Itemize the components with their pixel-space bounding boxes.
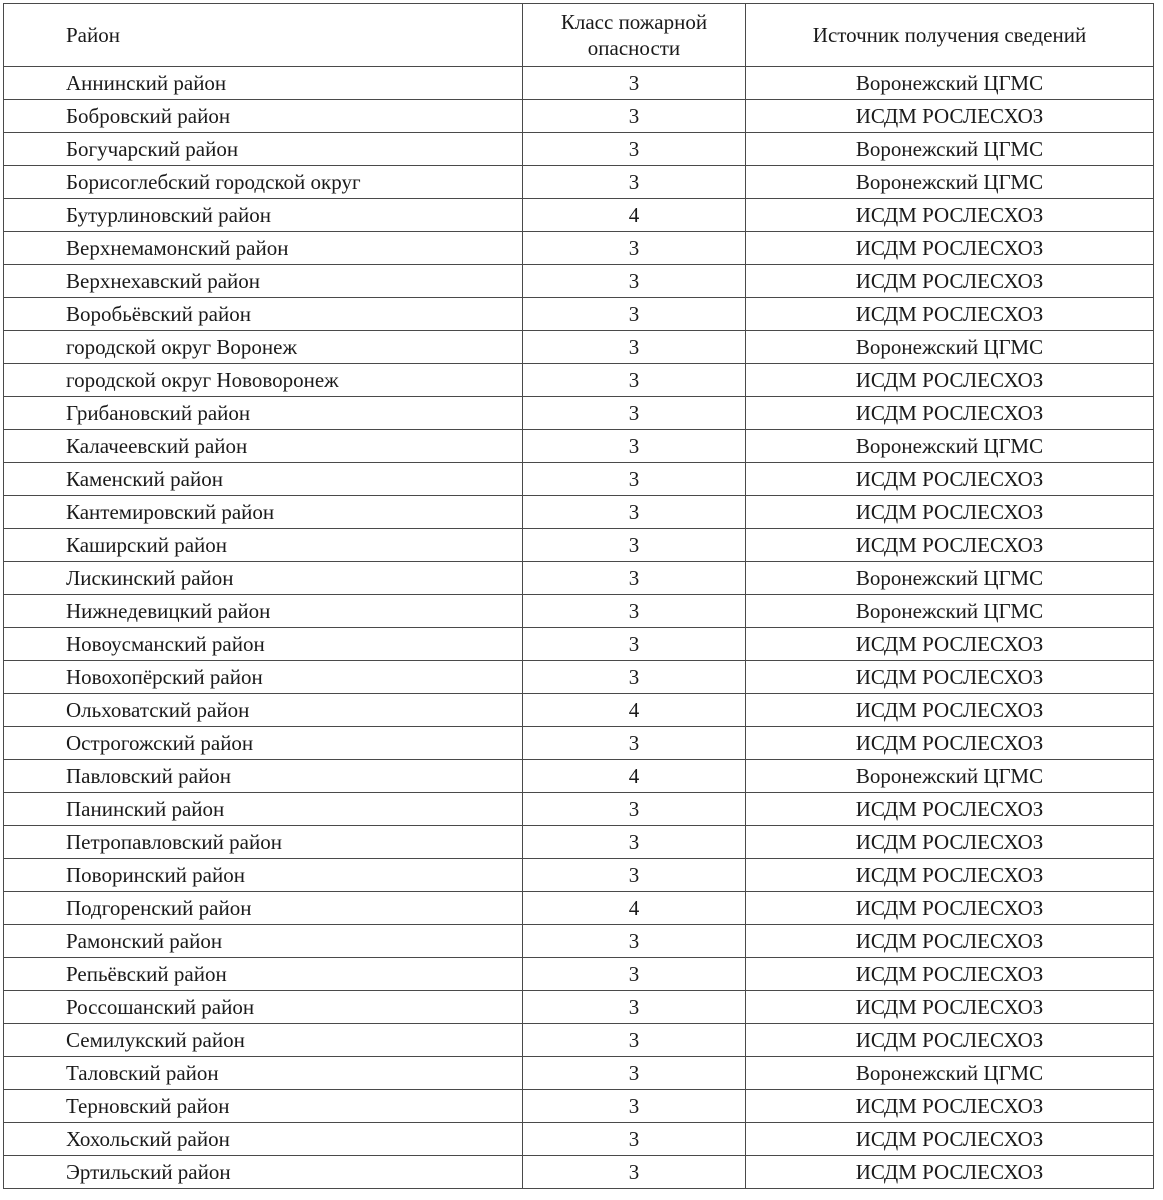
source-cell: ИСДМ РОСЛЕСХОЗ — [746, 694, 1154, 727]
table-row — [4, 232, 1154, 265]
table-row — [4, 496, 1154, 529]
source-cell: Воронежский ЦГМС — [746, 760, 1154, 793]
district-cell: Острогожский район — [4, 727, 523, 760]
fire-class-cell: 4 — [523, 199, 746, 232]
fire-class-cell: 3 — [523, 958, 746, 991]
table-row — [4, 1057, 1154, 1090]
table-row — [4, 991, 1154, 1024]
fire-class-cell: 3 — [523, 991, 746, 1024]
district-cell: Репьёвский район — [4, 958, 523, 991]
fire-class-cell: 3 — [523, 166, 746, 199]
table-row — [4, 298, 1154, 331]
district-cell: Воробьёвский район — [4, 298, 523, 331]
source-cell: Воронежский ЦГМС — [746, 331, 1154, 364]
fire-class-cell: 3 — [523, 562, 746, 595]
district-cell: Новохопёрский район — [4, 661, 523, 694]
district-cell: Верхнемамонский район — [4, 232, 523, 265]
source-cell: ИСДМ РОСЛЕСХОЗ — [746, 991, 1154, 1024]
district-cell: Каширский район — [4, 529, 523, 562]
table-row — [4, 760, 1154, 793]
table-row — [4, 826, 1154, 859]
source-cell: ИСДМ РОСЛЕСХОЗ — [746, 958, 1154, 991]
table-row — [4, 463, 1154, 496]
district-cell: Кантемировский район — [4, 496, 523, 529]
table-row — [4, 199, 1154, 232]
fire-class-cell: 3 — [523, 628, 746, 661]
district-cell: Поворинский район — [4, 859, 523, 892]
fire-class-cell: 3 — [523, 529, 746, 562]
fire-class-cell: 3 — [523, 496, 746, 529]
district-cell: Бутурлиновский район — [4, 199, 523, 232]
table-row — [4, 364, 1154, 397]
district-cell: Бобровский район — [4, 100, 523, 133]
source-cell: ИСДМ РОСЛЕСХОЗ — [746, 661, 1154, 694]
source-cell: ИСДМ РОСЛЕСХОЗ — [746, 892, 1154, 925]
fire-class-cell: 3 — [523, 430, 746, 463]
fire-class-cell: 4 — [523, 760, 746, 793]
district-cell: Каменский район — [4, 463, 523, 496]
table-row — [4, 529, 1154, 562]
table-row — [4, 1090, 1154, 1123]
table-row — [4, 166, 1154, 199]
source-cell: ИСДМ РОСЛЕСХОЗ — [746, 496, 1154, 529]
source-cell: ИСДМ РОСЛЕСХОЗ — [746, 463, 1154, 496]
table-row — [4, 1123, 1154, 1156]
column-header-source: Источник получения сведений — [746, 4, 1154, 67]
table-row — [4, 397, 1154, 430]
source-cell: Воронежский ЦГМС — [746, 133, 1154, 166]
district-cell: Борисоглебский городской округ — [4, 166, 523, 199]
district-cell: городской округ Нововоронеж — [4, 364, 523, 397]
district-cell: Рамонский район — [4, 925, 523, 958]
source-cell: ИСДМ РОСЛЕСХОЗ — [746, 397, 1154, 430]
table-row — [4, 925, 1154, 958]
district-cell: Хохольский район — [4, 1123, 523, 1156]
fire-class-cell: 3 — [523, 859, 746, 892]
table-row — [4, 331, 1154, 364]
table-row — [4, 1156, 1154, 1189]
district-cell: Верхнехавский район — [4, 265, 523, 298]
table-row — [4, 595, 1154, 628]
fire-class-cell: 3 — [523, 793, 746, 826]
source-cell: ИСДМ РОСЛЕСХОЗ — [746, 628, 1154, 661]
source-cell: ИСДМ РОСЛЕСХОЗ — [746, 727, 1154, 760]
source-cell: ИСДМ РОСЛЕСХОЗ — [746, 859, 1154, 892]
district-cell: Павловский район — [4, 760, 523, 793]
column-header-district: Район — [4, 4, 523, 67]
fire-class-cell: 3 — [523, 364, 746, 397]
fire-class-cell: 3 — [523, 232, 746, 265]
source-cell: Воронежский ЦГМС — [746, 1057, 1154, 1090]
fire-class-cell: 3 — [523, 1123, 746, 1156]
district-cell: Грибановский район — [4, 397, 523, 430]
table-row — [4, 628, 1154, 661]
fire-class-cell: 3 — [523, 397, 746, 430]
district-cell: Терновский район — [4, 1090, 523, 1123]
district-cell: Нижнедевицкий район — [4, 595, 523, 628]
table-header-row — [4, 4, 1154, 67]
fire-class-cell: 3 — [523, 100, 746, 133]
fire-class-cell: 3 — [523, 67, 746, 100]
district-cell: Петропавловский район — [4, 826, 523, 859]
fire-class-cell: 3 — [523, 265, 746, 298]
fire-class-cell: 3 — [523, 1156, 746, 1189]
source-cell: ИСДМ РОСЛЕСХОЗ — [746, 1156, 1154, 1189]
table-row — [4, 661, 1154, 694]
table-row — [4, 430, 1154, 463]
column-header-fire-class: Класс пожарной опасности — [523, 4, 746, 67]
district-cell: Ольховатский район — [4, 694, 523, 727]
table-row — [4, 265, 1154, 298]
table-row — [4, 793, 1154, 826]
table-row — [4, 694, 1154, 727]
fire-class-cell: 3 — [523, 1057, 746, 1090]
fire-class-cell: 3 — [523, 595, 746, 628]
district-cell: Богучарский район — [4, 133, 523, 166]
district-cell: Аннинский район — [4, 67, 523, 100]
fire-class-cell: 3 — [523, 133, 746, 166]
source-cell: ИСДМ РОСЛЕСХОЗ — [746, 793, 1154, 826]
table-row — [4, 859, 1154, 892]
fire-danger-table — [3, 3, 1154, 1189]
fire-class-cell: 4 — [523, 694, 746, 727]
table-row — [4, 958, 1154, 991]
table-row — [4, 1024, 1154, 1057]
source-cell: Воронежский ЦГМС — [746, 166, 1154, 199]
source-cell: Воронежский ЦГМС — [746, 67, 1154, 100]
fire-class-cell: 3 — [523, 1090, 746, 1123]
source-cell: ИСДМ РОСЛЕСХОЗ — [746, 232, 1154, 265]
table-row — [4, 727, 1154, 760]
source-cell: Воронежский ЦГМС — [746, 595, 1154, 628]
source-cell: ИСДМ РОСЛЕСХОЗ — [746, 1123, 1154, 1156]
table-row — [4, 133, 1154, 166]
source-cell: ИСДМ РОСЛЕСХОЗ — [746, 265, 1154, 298]
fire-class-cell: 3 — [523, 727, 746, 760]
fire-class-cell: 3 — [523, 463, 746, 496]
source-cell: ИСДМ РОСЛЕСХОЗ — [746, 364, 1154, 397]
fire-class-cell: 4 — [523, 892, 746, 925]
source-cell: ИСДМ РОСЛЕСХОЗ — [746, 925, 1154, 958]
district-cell: Подгоренский район — [4, 892, 523, 925]
district-cell: Лискинский район — [4, 562, 523, 595]
source-cell: ИСДМ РОСЛЕСХОЗ — [746, 1090, 1154, 1123]
source-cell: Воронежский ЦГМС — [746, 562, 1154, 595]
district-cell: Панинский район — [4, 793, 523, 826]
fire-class-cell: 3 — [523, 826, 746, 859]
source-cell: Воронежский ЦГМС — [746, 430, 1154, 463]
source-cell: ИСДМ РОСЛЕСХОЗ — [746, 298, 1154, 331]
fire-class-cell: 3 — [523, 925, 746, 958]
district-cell: Семилукский район — [4, 1024, 523, 1057]
source-cell: ИСДМ РОСЛЕСХОЗ — [746, 1024, 1154, 1057]
fire-class-cell: 3 — [523, 1024, 746, 1057]
district-cell: городской округ Воронеж — [4, 331, 523, 364]
district-cell: Новоусманский район — [4, 628, 523, 661]
fire-class-cell: 3 — [523, 661, 746, 694]
source-cell: ИСДМ РОСЛЕСХОЗ — [746, 100, 1154, 133]
source-cell: ИСДМ РОСЛЕСХОЗ — [746, 826, 1154, 859]
table-body — [4, 67, 1154, 1189]
fire-danger-table-container — [3, 3, 1154, 1189]
fire-class-cell: 3 — [523, 331, 746, 364]
district-cell: Россошанский район — [4, 991, 523, 1024]
table-row — [4, 100, 1154, 133]
source-cell: ИСДМ РОСЛЕСХОЗ — [746, 199, 1154, 232]
district-cell: Калачеевский район — [4, 430, 523, 463]
district-cell: Таловский район — [4, 1057, 523, 1090]
district-cell: Эртильский район — [4, 1156, 523, 1189]
table-row — [4, 67, 1154, 100]
source-cell: ИСДМ РОСЛЕСХОЗ — [746, 529, 1154, 562]
fire-class-cell: 3 — [523, 298, 746, 331]
table-row — [4, 562, 1154, 595]
table-row — [4, 892, 1154, 925]
